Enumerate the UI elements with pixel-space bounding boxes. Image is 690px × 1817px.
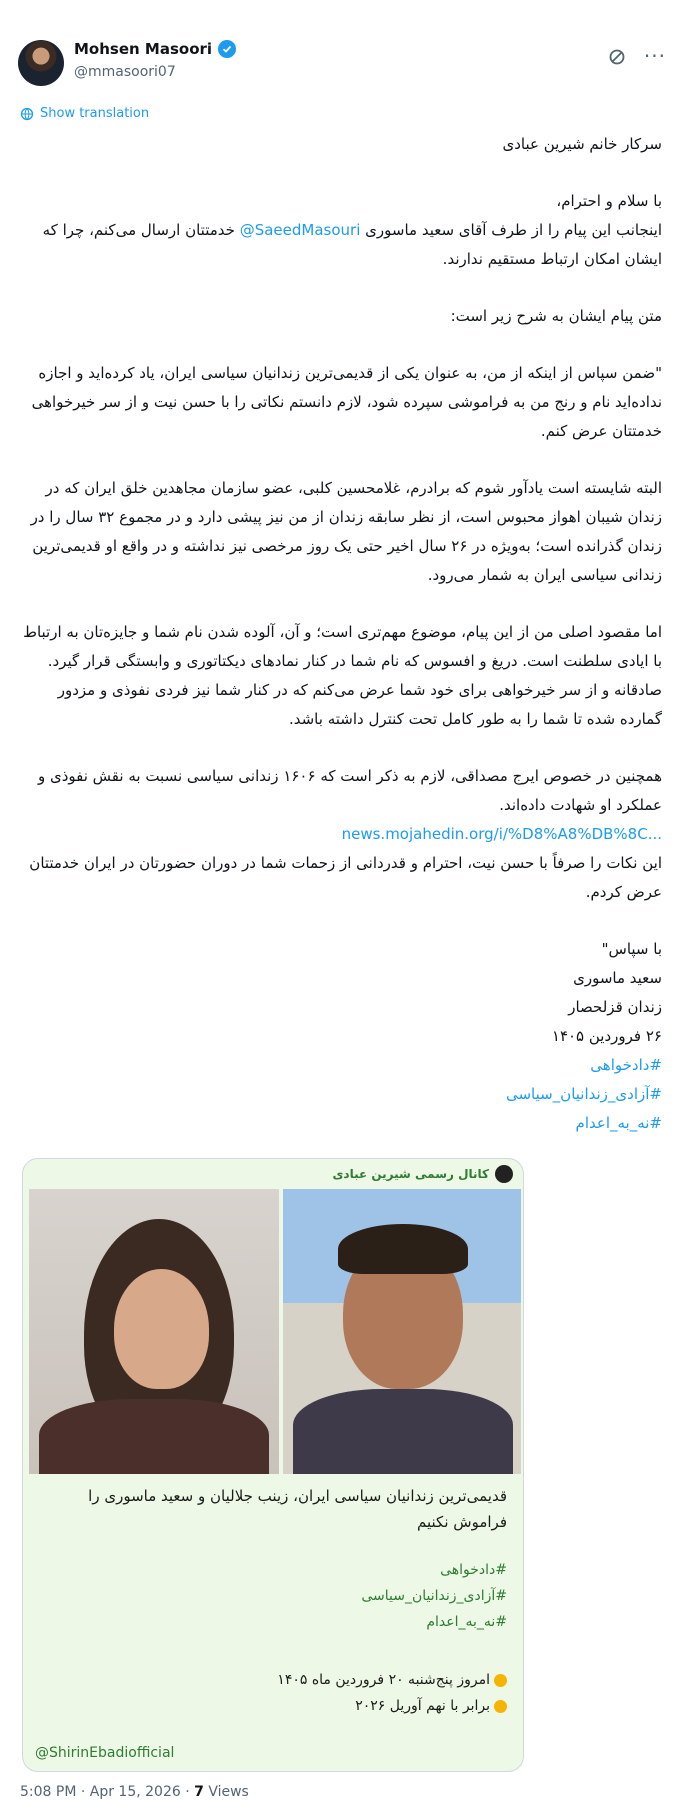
tweet-header [18, 34, 672, 90]
card-date-line [35, 1693, 507, 1719]
intro-after: خدمتتان ارسال می‌کنم، چرا که ایشان امکان ارتباط مستقیم ندارند. [42, 221, 662, 268]
card-channel-bar [23, 1159, 523, 1189]
card-dates [35, 1667, 507, 1719]
external-link[interactable]: news.mojahedin.org/i/%D8%A8%DB%8C... [341, 825, 662, 843]
greeting: با سلام و احترام، [556, 192, 662, 210]
author-handle[interactable]: @mmasoori07 [74, 64, 176, 80]
tweet-footer [20, 1784, 249, 1800]
more-options-icon[interactable]: ··· [643, 44, 666, 68]
signature-place: زندان قزلحصار [568, 998, 662, 1016]
portrait-woman-photo [29, 1189, 279, 1474]
hashtag[interactable]: #آزادی_زندانیان_سیاسی [505, 1085, 662, 1103]
show-translation-link[interactable] [20, 106, 149, 121]
views-label: Views [203, 1784, 249, 1800]
card-hashtags [35, 1557, 507, 1635]
globe-icon [20, 107, 34, 121]
signature-date: ۲۶ فروردین ۱۴۰۵ [551, 1027, 662, 1045]
mention-link[interactable]: @SaeedMasouri [239, 221, 361, 239]
card-date-line [35, 1667, 507, 1693]
message-paragraph-4: همچنین در خصوص ایرج مصداقی، لازم به ذکر است که ۱۶۰۶ زندانی سیاسی نسبت به نقش نفوذی و عملکرد او شهادت داده‌اند. [37, 767, 662, 814]
card-handle: @ShirinEbadiofficial [35, 1745, 175, 1761]
views-count: 7 [194, 1784, 204, 1800]
message-paragraph-3: اما مقصود اصلی من از این پیام، موضوع مهم‌تری است؛ و آن، آلوده شدن نام شما و جایزه‌تان به ارتباط با ایادی سلطنت است. دریغ و افسوس که نام شما در کنار نمادهای دیکتاتوری و وابستگی قرار گیرد. صادقانه و از سر خیرخواهی برای خود شما عرض می‌کنم که در کنار شما نیز فردی نفوذی و مزدور گمارده شده تا شما را به طور کامل تحت کنترل داشته باشد. [23, 623, 662, 728]
attached-image-card[interactable] [22, 1158, 524, 1772]
card-caption: قدیمی‌ترین زندانیان سیاسی ایران، زینب جلالیان و سعید ماسوری را فراموش نکنیم [88, 1487, 507, 1531]
message-paragraph-2: البته شایسته است یادآور شوم که برادرم، غلامحسین کلبی، عضو سازمان مجاهدین خلق ایران که در زندان شیبان اهواز محبوس است، از نظر سابقه زندان از من نیز پیشی دارد و در مجموع ۳۲ سال را در زندان گذرانده است؛ به‌ویژه در ۲۶ سال اخیر حتی یک روز مرخصی نیز نداشته و در واقع او قدیمی‌ترین زندانی سیاسی ایران به شمار می‌رود. [30, 479, 662, 584]
sun-icon [494, 1674, 507, 1687]
salutation: سرکار خانم شیرین عبادی [502, 135, 662, 153]
author-name[interactable]: Mohsen Masoori [74, 40, 213, 58]
hashtag[interactable]: #نه_به_اعدام [575, 1114, 662, 1132]
grok-icon[interactable] [608, 48, 626, 66]
channel-avatar-icon [495, 1165, 513, 1183]
verified-icon [218, 40, 236, 58]
avatar[interactable] [18, 40, 64, 86]
card-hashtag: #آزادی_زندانیان_سیاسی [361, 1588, 507, 1604]
intro-paragraph [22, 216, 662, 274]
sun-icon [494, 1700, 507, 1713]
author-row [74, 40, 236, 58]
message-paragraph-1: "ضمن سپاس از اینکه از من، به عنوان یکی از قدیمی‌ترین زندانیان سیاسی ایران، یاد کرده‌اید و اجازه نداده‌اید نام و رنج من به فراموشی سپرده شود، لازم دانستم نکاتی را با حسن نیت و از سر خیرخواهی خدمتتان عرض کنم. [31, 364, 662, 440]
portrait-man-photo [283, 1189, 521, 1474]
channel-name: کانال رسمی شیرین عبادی [332, 1167, 489, 1181]
intro-before: اینجانب این پیام را از طرف آقای سعید ماسوری [365, 221, 662, 239]
card-hashtag: #نه_به_اعدام [426, 1614, 507, 1630]
closing: با سپاس" [601, 940, 662, 958]
tweet-timestamp[interactable]: 5:08 PM · Apr 15, 2026 · [20, 1784, 195, 1800]
message-paragraph-5: این نکات را صرفاً با حسن نیت، احترام و قدردانی از زحمات شما در دوران حضورتان در ایران خدمتتان عرض کردم. [29, 854, 662, 901]
card-date-2: برابر با نهم آوریل ۲۰۲۶ [355, 1698, 490, 1714]
card-hashtag: #دادخواهی [440, 1562, 507, 1578]
message-intro: متن پیام ایشان به شرح زیر است: [450, 307, 662, 325]
signature-name: سعید ماسوری [573, 969, 662, 987]
show-translation-label: Show translation [40, 106, 150, 121]
tweet-text [22, 130, 662, 1138]
card-date-1: امروز پنج‌شنبه ۲۰ فروردین ماه ۱۴۰۵ [277, 1672, 490, 1688]
hashtag[interactable]: #دادخواهی [590, 1056, 662, 1074]
